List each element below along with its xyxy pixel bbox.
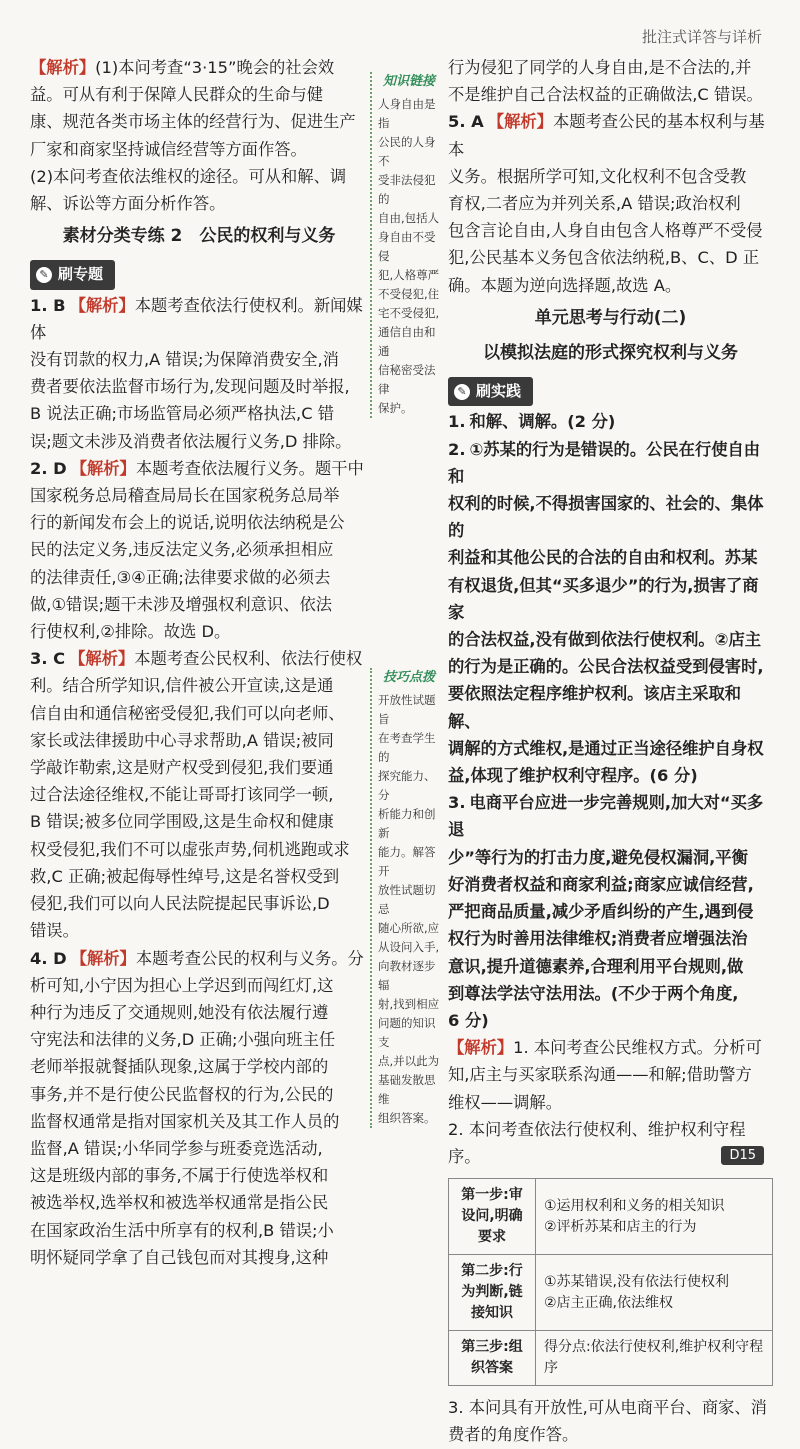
answer-text: 有权退货,但其“买多退少”的行为,损害了商家 [448,575,759,622]
answer-line [30,999,368,1026]
analysis-tag: 【解析】 [30,58,96,77]
analysis-line [448,1061,773,1088]
answer-number: 2. D [30,458,67,478]
answer-text: 和解、调解。(2 分) [469,412,616,432]
answer-line [30,346,368,373]
practice-banner [30,260,115,289]
answer-line [30,455,368,482]
answer-text: 6 分) [448,1010,489,1030]
answer-text: 监督权通常是指对国家机关及其工作人员的 [30,1111,340,1131]
answer-line [448,217,773,244]
analysis-line [30,54,368,81]
answer-text: 的合法权益,没有做到依法行使权利。②店主 [448,630,762,650]
answer-line [30,645,368,672]
answer-number: 2. [448,439,466,459]
answer-line [30,1053,368,1080]
answer-text: 错误。 [30,921,79,941]
answer-text: 这是班级内部的事务,不属于行使选举权和 [30,1166,329,1186]
answer-text: 家长或法律援助中心寻求帮助,A 错误;被同 [30,730,334,750]
section-title: 素材分类专练 2 公民的权利与义务 [62,226,336,247]
answer-text: 老师举报就餐插队现象,这属于学校内部的 [30,1057,329,1077]
step-body [536,1255,773,1331]
answer-text: 包含言论自由,人身自由包含人格尊严不受侵 [448,221,763,241]
step-body [536,1331,773,1386]
answer-line: 行为侵犯了同学的人身自由,是不合法的,并 [448,58,752,77]
answer-number: 4. D [30,948,67,968]
answer-text: 行的新闻发布会上的说话,说明依法纳税是公 [30,513,345,533]
analysis-line [448,1034,773,1061]
answer-line [30,863,368,890]
answer-text: 费者要依法监督市场行为,发现问题及时举报, [30,377,350,397]
analysis-tag: 【解析】 [69,295,135,315]
side-box-line: 保护。 [378,401,413,415]
analysis-tag: 【解析】 [487,112,553,132]
analysis-line: 费者的角度作答。 [448,1425,579,1445]
answer-line [448,436,773,490]
side-box-line: 在考查学生的 [378,731,436,764]
answer-text: 犯,公民基本义务包含依法纳税,B、C、D 正 [448,248,760,268]
unit-subtitle: 以模拟法庭的形式探究权利与义务 [483,343,738,364]
step-body [536,1179,773,1255]
steps-row [449,1331,773,1386]
analysis-text: 1. 本问考查公民维权方式。分析可 [513,1038,762,1058]
side-box-line: 受非法侵犯的 [378,173,436,206]
answer-text: 本题考查公民的权利与义务。分 [135,948,364,968]
answer-line [448,898,773,925]
answer-text: 种行为违反了交通规则,她没有依法履行遵 [30,1002,329,1022]
side-box-line: 析能力和创新 [378,807,436,840]
analysis-text: (1)本问考查“3·15”晚会的社会效 [95,58,335,77]
answer-text: 做,①错误;题干未涉及增强权利意识、依法 [30,594,333,614]
answer-text: 行使权利,②排除。故选 D。 [30,622,231,642]
unit-title: 单元思考与行动(二) [534,307,687,328]
steps-row [449,1179,773,1255]
step-head: 第三步:组织答案 [449,1331,536,1386]
answer-text: 过合法途径维权,不能让哥哥打该同学一顿, [30,785,334,805]
analysis-line [30,108,368,135]
analysis-text: 厂家和商家坚持诚信经营等方面作答。 [30,139,307,159]
step-body-line: 得分点:依法行使权利,维护权利守程序 [544,1339,764,1377]
answer-text: 本题考查依法行使权利。新闻媒体 [30,295,363,342]
answer-text: 学敲诈勒索,这是财产权受到侵犯,我们要通 [30,758,334,778]
answer-line [30,591,368,618]
answer-line [30,781,368,808]
answer-line [448,244,773,271]
answer-line [30,373,368,400]
answer-text: 析可知,小宁因为担心上学迟到而闯红灯,这 [30,975,334,995]
analysis-text: 解、诉讼等方面分析作答。 [30,194,226,214]
side-box-line: 宅不受侵犯, [378,306,440,320]
analysis-line: 3. 本问具有开放性,可从电商平台、商家、消 [448,1398,767,1418]
answer-text: 利。结合所学知识,信件被公开宣读,这是通 [30,676,334,696]
answer-text: 权行为时善用法律维权;消费者应增强法治 [448,929,748,949]
step-body-line: ①运用权利和义务的相关知识 [544,1197,725,1214]
side-box-line: 不受侵犯,住 [378,287,440,301]
step-head: 第一步:审设问,明确要求 [449,1179,536,1255]
step-body-line: ①苏某错误,没有依法行使权利 [544,1273,730,1290]
answer-text: 救,C 正确;被起侮辱性绰号,这是名誉权受到 [30,866,340,886]
analysis-tag: 【解析】 [448,1038,514,1058]
side-box-line: 能力。解答开 [378,845,436,878]
side-box-title: 知识链接 [382,74,435,89]
side-box-line: 随心所欲,应 [378,921,440,935]
answer-line [30,1244,368,1271]
answer-text: 国家税务总局稽查局局长在国家税务总局举 [30,486,340,506]
answer-line [448,789,773,843]
answer-line [30,482,368,509]
side-box-line: 信秘密受法律 [378,363,436,396]
answer-line [30,700,368,727]
answer-line [30,564,368,591]
answer-line [30,1162,368,1189]
answer-line [30,1081,368,1108]
analysis-text: 康、规范各类市场主体的经营行为、促进生产 [30,112,356,132]
side-box-line: 通信自由和通 [378,325,436,358]
answer-line [448,572,773,626]
side-box-line: 组织答案。 [378,1111,436,1125]
answer-text: 的法律责任,③④正确;法律要求做的必须去 [30,567,331,587]
side-box-line: 向教材逐步辐 [378,959,436,992]
answer-line [30,428,368,455]
answer-line [448,953,773,980]
side-box-line: 身自由不受侵 [378,230,436,263]
answer-text: B 错误;被多位同学围殴,这是生命权和健康 [30,812,334,832]
answer-line [30,400,368,427]
answer-line [448,925,773,952]
analysis-tag: 【解析】 [70,458,136,478]
left-column [30,54,368,1271]
answer-text: 调解的方式维权,是通过正当途径维护自身权 [448,738,764,758]
answer-number: 5. A [448,112,484,132]
answer-line [448,190,773,217]
step-body-line: ②评析苏某和店主的行为 [544,1218,697,1235]
analysis-line [30,136,368,163]
side-box-line: 基础发散思维 [378,1073,436,1106]
analysis-text: 知,店主与买家联系沟通——和解;借助警方 [448,1065,752,1085]
analysis-tag: 【解析】 [69,649,135,669]
answer-text: 少”等行为的打击力度,避免侵权漏洞,平衡 [448,847,748,867]
analysis-text: (2)本问考查依法维权的途径。可从和解、调 [30,166,347,186]
answer-line [30,808,368,835]
answer-number: 3. [448,793,466,813]
step-body-line: ②店主正确,依法维权 [544,1294,674,1311]
side-box-line: 问题的知识支 [378,1016,436,1049]
answer-line [30,1108,368,1135]
answer-line [448,490,773,544]
answer-text: 严把商品质量,减少矛盾纠纷的产生,遇到侵 [448,902,754,922]
answer-line [448,626,773,653]
answer-line [448,844,773,871]
answer-text: 守宪法和法律的义务,D 正确;小强向班主任 [30,1030,336,1050]
answer-line [448,1007,773,1034]
side-box-line: 探究能力、分 [378,769,436,802]
answer-line [448,653,773,680]
answer-text: 事务,并不是行使公民监督权的行为,公民的 [30,1084,334,1104]
answer-text: 本题考查依法履行义务。题干中 [135,458,364,478]
answer-text: 意识,提升道德素养,合理利用平台规则,做 [448,956,744,976]
answer-line [30,1189,368,1216]
analysis-text: 维权——调解。 [448,1092,562,1112]
page-header: 批注式详答与详析 [641,28,762,46]
banner-label: 刷专题 [58,265,104,284]
answer-line [448,108,773,162]
answer-text: 本题考查公民权利、依法行使权 [134,649,363,669]
right-column [448,54,773,1449]
answer-text: 权受侵犯,我们不可以虚张声势,伺机逃跑或求 [30,839,350,859]
side-box-line: 开放性试题旨 [378,693,436,726]
answer-text: 本题考查公民的基本权利与基本 [448,112,765,159]
page-number: D15 [721,1146,764,1165]
analysis-line [30,190,368,217]
answer-line: 不是维护自己合法权益的正确做法,C 错误。 [448,85,763,105]
answer-line [448,408,773,435]
answer-line [30,672,368,699]
answer-text: 好消费者权益和商家利益;商家应诚信经营, [448,874,754,894]
answer-number: 1. B [30,295,66,315]
answer-text: 育权,二者应为并列关系,A 错误;政治权利 [448,194,741,214]
answer-text: 在国家政治生活中所享有的权利,B 错误;小 [30,1220,334,1240]
answer-line [448,163,773,190]
analysis-line [448,1089,773,1116]
answer-line [448,680,773,734]
side-box-line: 犯,人格尊严 [378,268,440,282]
answer-line [30,1026,368,1053]
answer-text: 侵犯,我们可以向人民法院提起民事诉讼,D [30,894,330,914]
analysis-line [30,81,368,108]
answer-text: 监督,A 错误;小华同学参与班委竞选活动, [30,1138,323,1158]
answer-text: 的行为是正确的。公民合法权益受到侵害时, [448,657,764,677]
side-box-title: 技巧点拨 [382,670,435,685]
answer-line [448,762,773,789]
side-box-line: 人身自由是指 [378,97,436,130]
answer-line [448,735,773,762]
analysis-tag: 【解析】 [70,948,136,968]
side-box-line: 公民的人身不 [378,135,436,168]
answer-text: 民的法定义务,违反法定义务,必须承担相应 [30,540,334,560]
steps-table [448,1178,773,1386]
answer-line [30,1217,368,1244]
answer-text: 义务。根据所学可知,文化权利不包含受教 [448,166,747,186]
answer-text: 确。本题为逆向选择题,故选 A。 [448,275,682,295]
answer-text: 被选举权,选举权和被选举权通常是指公民 [30,1193,329,1213]
analysis-text: 益。可从有利于保障人民群众的生命与健 [30,85,324,105]
answer-line [30,890,368,917]
answer-line [448,544,773,571]
side-box-line: 从设问入手, [378,940,440,954]
answer-line [30,945,368,972]
answer-line [30,536,368,563]
side-box-line: 自由,包括人 [378,211,440,225]
answer-line [30,754,368,781]
answer-line [30,917,368,944]
side-box-line: 点,并以此为 [378,1054,440,1068]
answer-text: 没有罚款的权力,A 错误;为保障消费安全,消 [30,350,339,370]
side-box-line: 放性试题切忌 [378,883,436,916]
answer-line [30,509,368,536]
answer-line [30,1135,368,1162]
brush-icon: ✎ [36,267,52,283]
answer-number: 1. [448,412,466,432]
answer-line [30,836,368,863]
answer-line [30,972,368,999]
answer-text: 权利的时候,不得损害国家的、社会的、集体的 [448,494,764,541]
answer-line [30,727,368,754]
answer-text: 误;题文未涉及消费者依法履行义务,D 排除。 [30,431,352,451]
answer-line [30,618,368,645]
answer-line [30,292,368,346]
answer-text: 要依照法定程序维护权利。该店主采取和解、 [448,684,742,731]
answer-text: 利益和其他公民的合法的自由和权利。苏某 [448,548,758,568]
answer-number: 3. C [30,649,66,669]
answer-text: 益,体现了维护权利守程序。(6 分) [448,766,698,786]
answer-text: 信自由和通信秘密受侵犯,我们可以向老师、 [30,703,345,723]
practice-banner [448,377,533,406]
answer-text: 明怀疑同学拿了自己钱包而对其搜身,这种 [30,1247,329,1267]
tips-box [370,668,440,1128]
steps-row [449,1255,773,1331]
side-box-line: 射,找到相应 [378,997,440,1011]
banner-label: 刷实践 [476,382,522,401]
answer-text: 到尊法学法守法用法。(不少于两个角度, [448,983,739,1003]
answer-text: B 说法正确;市场监管局必须严格执法,C 错 [30,404,335,424]
margin-notes [370,72,440,1128]
knowledge-link-box [370,72,440,418]
analysis-line [30,163,368,190]
answer-line [448,871,773,898]
answer-line [448,980,773,1007]
brush-icon: ✎ [454,384,470,400]
analysis-text: 2. 本问考查依法行使权利、维护权利守程序。 [448,1119,746,1166]
answer-text: ①苏某的行为是错误的。公民在行使自由和 [448,439,761,486]
answer-text: 电商平台应进一步完善规则,加大对“买多退 [448,793,764,840]
answer-line [448,272,773,299]
step-head: 第二步:行为判断,链接知识 [449,1255,536,1331]
